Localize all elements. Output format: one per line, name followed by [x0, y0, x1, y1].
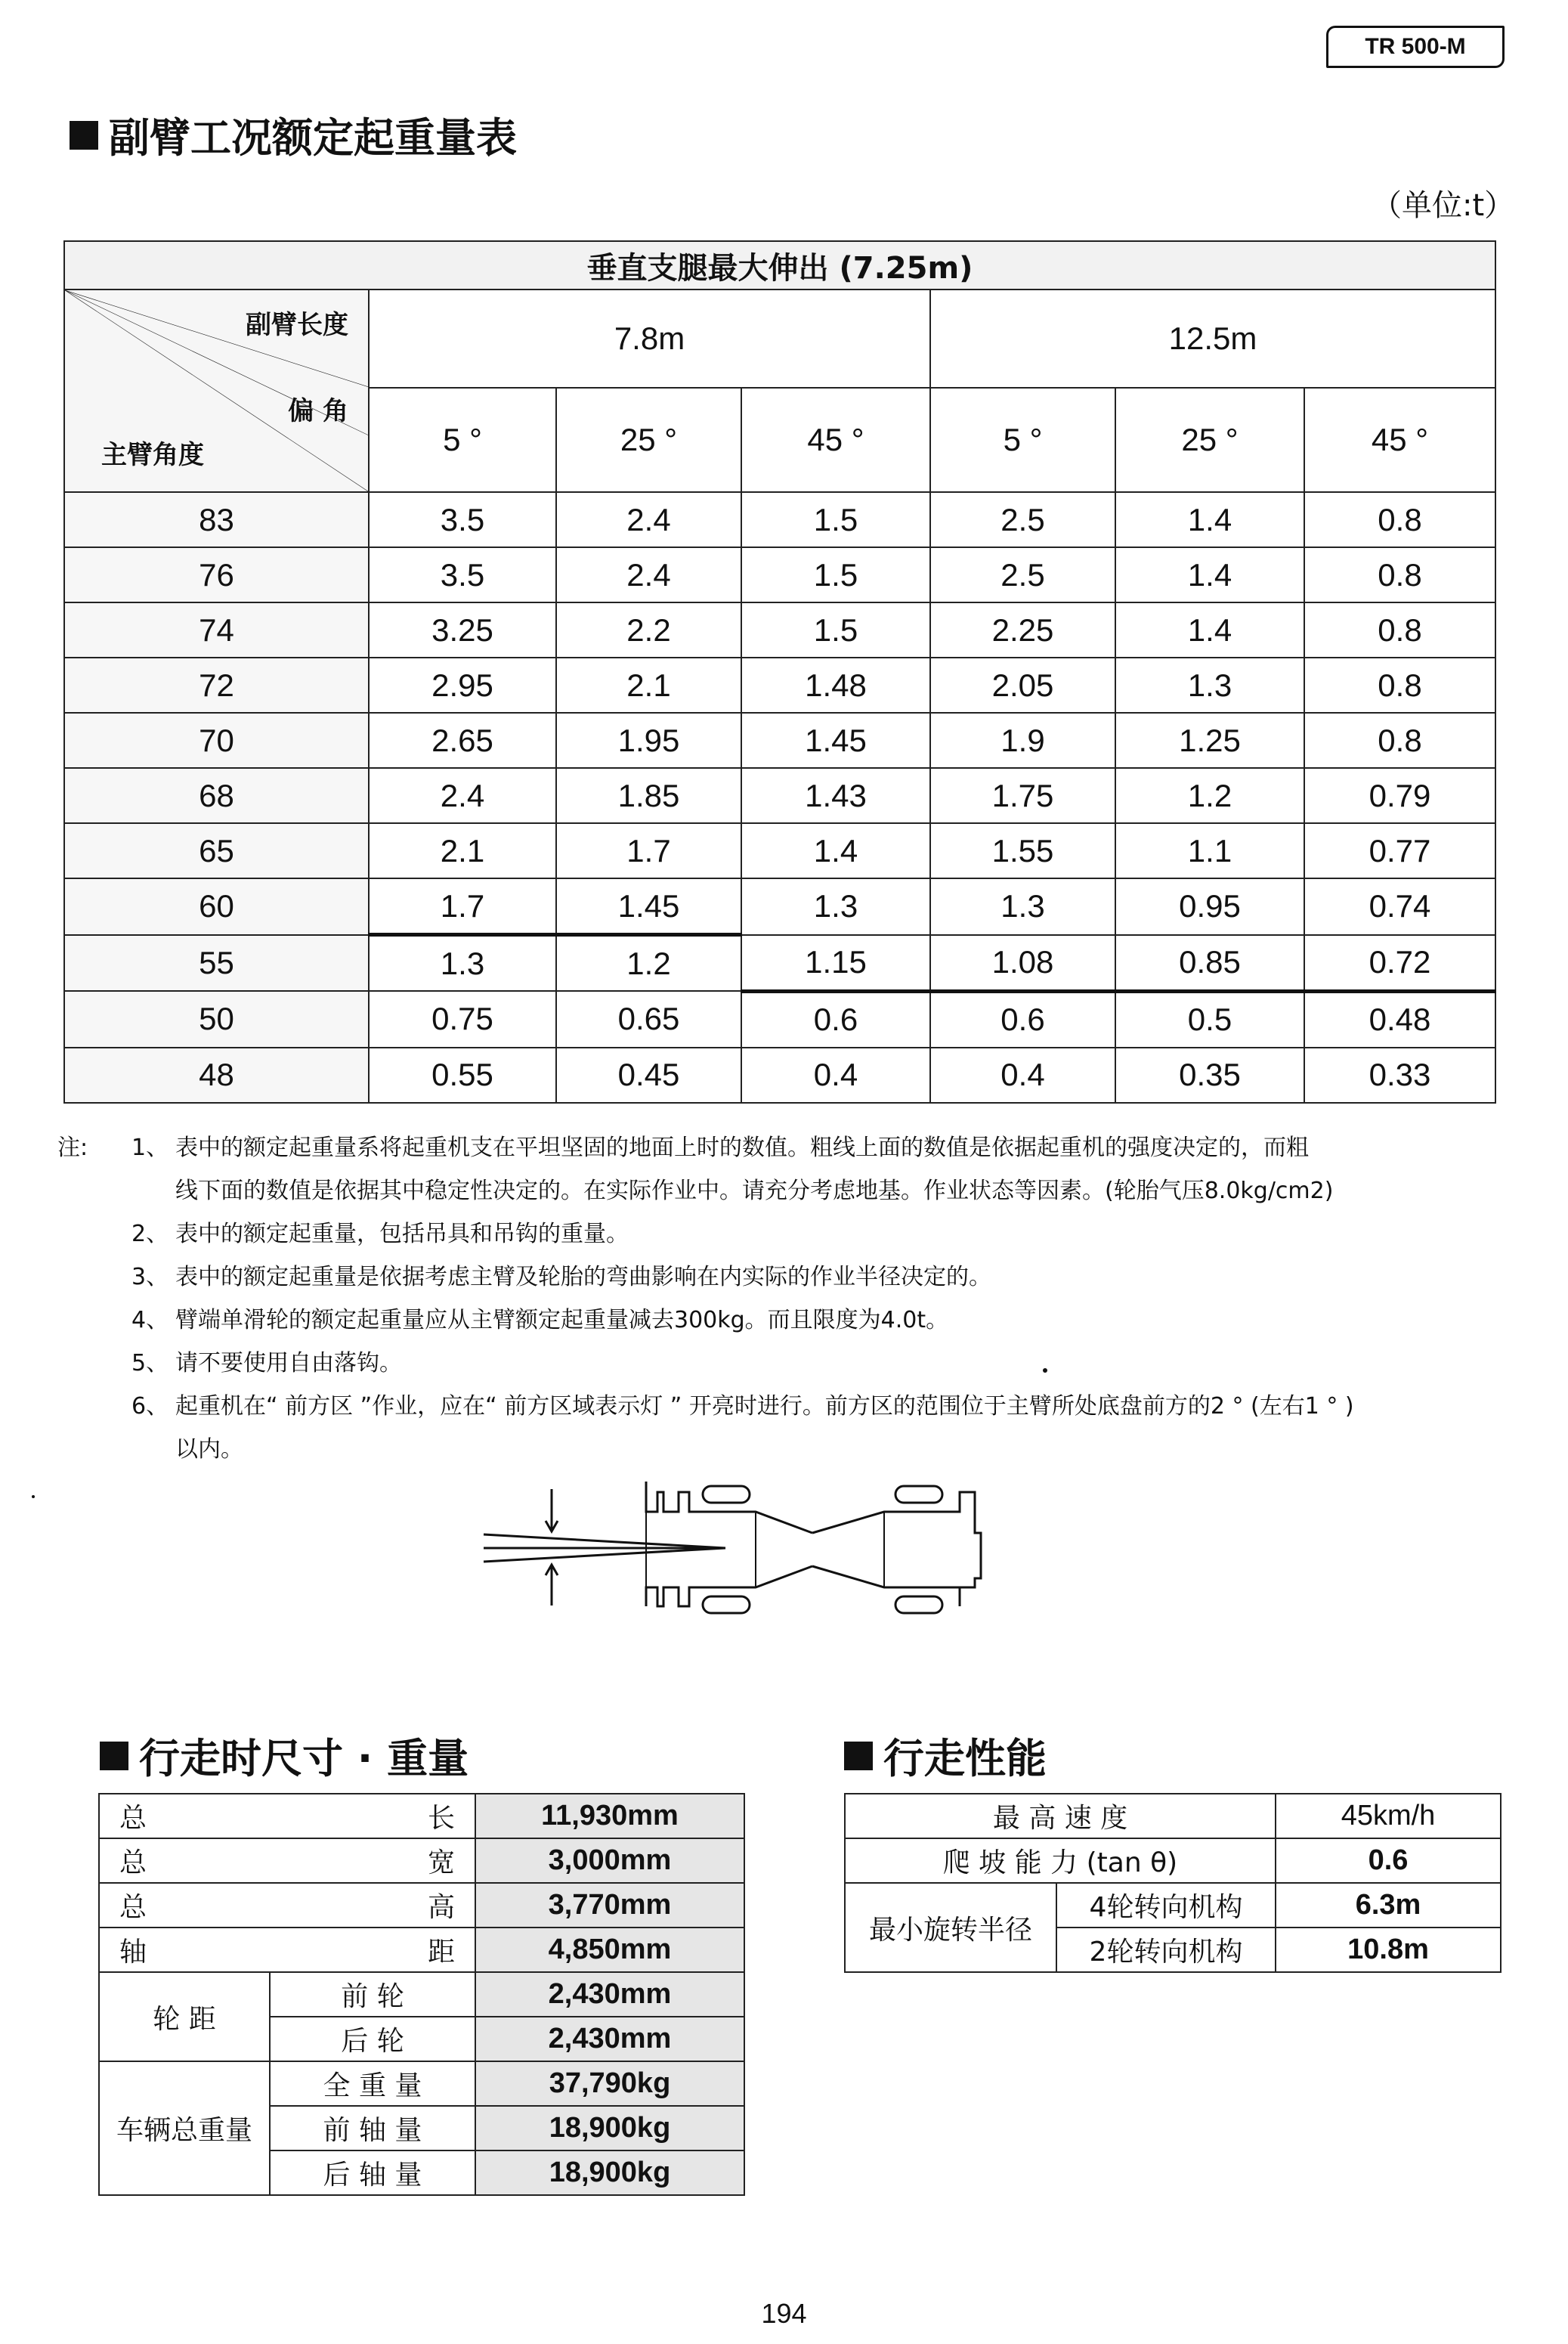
load-value-cell: 1.3: [741, 878, 930, 935]
load-value-cell: 1.5: [741, 492, 930, 547]
two-wheel-steer-value: 10.8m: [1276, 1928, 1501, 1972]
load-value-cell: 0.48: [1304, 991, 1495, 1048]
load-value-cell: 1.43: [741, 768, 930, 823]
dim-label-left: 总: [119, 1847, 147, 1878]
model-badge: TR 500-M: [1326, 26, 1505, 68]
section-square-icon: [70, 121, 98, 150]
load-value-cell: 1.45: [556, 878, 741, 935]
outrigger-header: 垂直支腿最大伸出 (7.25m): [64, 241, 1495, 290]
tread-front-label: 前 轮: [270, 1972, 475, 2017]
performance-section-title-text: 行走性能: [883, 1735, 1047, 1782]
performance-section-title: [844, 1726, 1047, 1785]
note-item: [57, 1126, 1354, 1169]
notes: [57, 1126, 1354, 1471]
boom-angle-cell: 65: [64, 823, 369, 878]
table-row: [64, 823, 1495, 878]
table-corner-header: [64, 290, 369, 492]
total-weight-label: 全 重 量: [270, 2061, 475, 2106]
table-row: [64, 935, 1495, 992]
overall-length-value: 11,930mm: [475, 1794, 744, 1838]
load-value-cell: 1.5: [741, 547, 930, 602]
load-value-cell: 1.7: [369, 878, 556, 935]
load-value-cell: 1.3: [369, 935, 556, 992]
front-axle-value: 18,900kg: [475, 2106, 744, 2150]
load-value-cell: 1.4: [741, 823, 930, 878]
load-value-cell: 0.33: [1304, 1048, 1495, 1103]
note-item: [57, 1385, 1354, 1428]
load-value-cell: 2.4: [556, 547, 741, 602]
dim-label: [99, 1838, 475, 1883]
tread-rear-label: 后 轮: [270, 2017, 475, 2061]
jib-load-table: [63, 240, 1496, 1104]
load-value-cell: 0.6: [930, 991, 1115, 1048]
jib-section-title-text: 副臂工况额定起重量表: [109, 114, 517, 162]
four-wheel-steer-value: 6.3m: [1276, 1883, 1501, 1928]
table-row: [64, 991, 1495, 1048]
dim-label-right: 宽: [427, 1847, 455, 1878]
load-value-cell: 0.8: [1304, 547, 1495, 602]
jib-length-12-5: 12.5m: [930, 290, 1495, 388]
note-text: 臂端单滑轮的额定起重量应从主臂额定起重量减去300kg。而且限度为4.0t。: [175, 1307, 949, 1333]
dim-label: [99, 1794, 475, 1838]
note-item: [57, 1212, 1354, 1256]
load-value-cell: 1.2: [1115, 768, 1304, 823]
notes-prefix: 注:: [57, 1135, 88, 1161]
note-text: 表中的额定起重量系将起重机支在平坦坚固的地面上时的数值。粗线上面的数值是依据起重机的强度决定的，而粗: [175, 1135, 1309, 1161]
load-value-cell: 1.9: [930, 713, 1115, 768]
load-value-cell: 3.25: [369, 602, 556, 658]
rear-axle-label: 后 轴 量: [270, 2150, 475, 2195]
offset-angle: 45 °: [741, 388, 930, 492]
table-row: [64, 658, 1495, 713]
weight-label: 车辆总重量: [99, 2061, 270, 2195]
dimensions-table: [98, 1793, 745, 2196]
load-value-cell: 1.4: [1115, 547, 1304, 602]
table-row: [64, 602, 1495, 658]
turning-radius-label: 最小旋转半径: [845, 1883, 1056, 1972]
table-row: [64, 547, 1495, 602]
note-number: 2、: [131, 1221, 169, 1247]
load-value-cell: 0.6: [741, 991, 930, 1048]
overall-width-value: 3,000mm: [475, 1838, 744, 1883]
load-value-cell: 2.95: [369, 658, 556, 713]
boom-angle-cell: 68: [64, 768, 369, 823]
load-value-cell: 1.7: [556, 823, 741, 878]
boom-angle-label: 主臂角度: [101, 440, 204, 470]
dim-label: [99, 1928, 475, 1972]
boom-angle-cell: 74: [64, 602, 369, 658]
boom-angle-cell: 50: [64, 991, 369, 1048]
load-value-cell: 0.79: [1304, 768, 1495, 823]
tread-rear-value: 2,430mm: [475, 2017, 744, 2061]
stray-dot: [1043, 1368, 1047, 1373]
offset-angle: 5 °: [369, 388, 556, 492]
section-square-icon: [100, 1742, 128, 1770]
load-value-cell: 0.65: [556, 991, 741, 1048]
load-value-cell: 0.8: [1304, 602, 1495, 658]
boom-angle-cell: 76: [64, 547, 369, 602]
page-number: 194: [761, 2298, 807, 2329]
load-value-cell: 1.95: [556, 713, 741, 768]
load-value-cell: 0.5: [1115, 991, 1304, 1048]
load-value-cell: 2.5: [930, 547, 1115, 602]
four-wheel-steer-label: 4轮转向机构: [1056, 1883, 1276, 1928]
boom-angle-cell: 48: [64, 1048, 369, 1103]
load-value-cell: 2.4: [556, 492, 741, 547]
load-value-cell: 0.72: [1304, 935, 1495, 992]
table-row: [64, 492, 1495, 547]
load-value-cell: 1.25: [1115, 713, 1304, 768]
dimensions-section-title: [100, 1726, 469, 1785]
load-value-cell: 1.45: [741, 713, 930, 768]
note-text: 起重机在“ 前方区 ”作业，应在“ 前方区域表示灯 ” 开亮时进行。前方区的范围位于主臂所处底盘前方的2 ° (左右1 ° ): [175, 1393, 1354, 1420]
table-row: [64, 878, 1495, 935]
load-rows: [64, 492, 1495, 1103]
jib-length-7-8: 7.8m: [369, 290, 930, 388]
rear-axle-value: 18,900kg: [475, 2150, 744, 2195]
load-value-cell: 1.15: [741, 935, 930, 992]
load-value-cell: 2.1: [369, 823, 556, 878]
load-value-cell: 1.3: [1115, 658, 1304, 713]
dim-label: [99, 1883, 475, 1928]
load-value-cell: 0.77: [1304, 823, 1495, 878]
offset-angle: 45 °: [1304, 388, 1495, 492]
dimensions-section-title-text: 行走时尺寸 · 重量: [139, 1735, 469, 1782]
table-row: [64, 768, 1495, 823]
table-row: [64, 713, 1495, 768]
load-value-cell: 1.2: [556, 935, 741, 992]
note-continuation: 以内。: [175, 1436, 243, 1463]
load-value-cell: 2.4: [369, 768, 556, 823]
boom-angle-cell: 70: [64, 713, 369, 768]
load-value-cell: 1.3: [930, 878, 1115, 935]
boom-angle-cell: 55: [64, 935, 369, 992]
dim-label-right: 长: [427, 1803, 455, 1834]
load-value-cell: 1.85: [556, 768, 741, 823]
offset-angle: 25 °: [1115, 388, 1304, 492]
load-value-cell: 3.5: [369, 547, 556, 602]
front-axle-label: 前 轴 量: [270, 2106, 475, 2150]
tread-label: 轮 距: [99, 1972, 270, 2061]
load-value-cell: 1.75: [930, 768, 1115, 823]
load-value-cell: 2.1: [556, 658, 741, 713]
boom-angle-cell: 72: [64, 658, 369, 713]
load-value-cell: 0.8: [1304, 713, 1495, 768]
load-value-cell: 1.5: [741, 602, 930, 658]
two-wheel-steer-label: 2轮转向机构: [1056, 1928, 1276, 1972]
note-continuation: 线下面的数值是依据其中稳定性决定的。在实际作业中。请充分考虑地基。作业状态等因素。(轮胎气压8.0kg/cm2): [175, 1178, 1334, 1204]
load-value-cell: 0.8: [1304, 658, 1495, 713]
note-item: [57, 1299, 1354, 1342]
load-value-cell: 3.5: [369, 492, 556, 547]
note-text: 表中的额定起重量是依据考虑主臂及轮胎的弯曲影响在内实际的作业半径决定的。: [175, 1264, 991, 1290]
note-text: 请不要使用自由落钩。: [175, 1350, 402, 1376]
stray-dot: [32, 1495, 35, 1498]
note-item: [57, 1256, 1354, 1299]
section-square-icon: [844, 1742, 873, 1770]
boom-angle-cell: 83: [64, 492, 369, 547]
load-value-cell: 0.74: [1304, 878, 1495, 935]
load-value-cell: 0.55: [369, 1048, 556, 1103]
load-value-cell: 2.05: [930, 658, 1115, 713]
offset-angle: 5 °: [930, 388, 1115, 492]
dim-label-left: 总: [119, 1892, 147, 1923]
front-zone-diagram: [476, 1466, 1005, 1618]
load-value-cell: 2.2: [556, 602, 741, 658]
note-text: 表中的额定起重量，包括吊具和吊钩的重量。: [175, 1221, 629, 1247]
note-number: 4、: [131, 1307, 169, 1333]
dim-label-left: 总: [119, 1803, 147, 1834]
offset-label: 偏 角: [288, 396, 348, 426]
load-value-cell: 0.4: [741, 1048, 930, 1103]
load-value-cell: 0.85: [1115, 935, 1304, 992]
note-number: 6、: [131, 1393, 169, 1420]
note-number: 5、: [131, 1350, 169, 1376]
dim-label-left: 轴: [119, 1937, 147, 1968]
tread-front-value: 2,430mm: [475, 1972, 744, 2017]
performance-table: [844, 1793, 1502, 1973]
load-value-cell: 1.48: [741, 658, 930, 713]
jib-section-title: [70, 106, 517, 164]
load-value-cell: 1.1: [1115, 823, 1304, 878]
overall-height-value: 3,770mm: [475, 1883, 744, 1928]
load-value-cell: 1.4: [1115, 492, 1304, 547]
gradeability-value: 0.6: [1276, 1838, 1501, 1883]
load-value-cell: 0.35: [1115, 1048, 1304, 1103]
note-number: 1、: [131, 1135, 169, 1161]
load-value-cell: 1.55: [930, 823, 1115, 878]
note-number: 3、: [131, 1264, 169, 1290]
table-row: [64, 1048, 1495, 1103]
gradeability-label: 爬 坡 能 力 (tan θ): [845, 1838, 1276, 1883]
note-item: [57, 1342, 1354, 1385]
dim-label-right: 高: [427, 1892, 455, 1923]
wheelbase-value: 4,850mm: [475, 1928, 744, 1972]
load-value-cell: 0.75: [369, 991, 556, 1048]
load-value-cell: 2.65: [369, 713, 556, 768]
max-speed-label: 最 高 速 度: [845, 1794, 1276, 1838]
offset-angle: 25 °: [556, 388, 741, 492]
max-speed-value: 45km/h: [1276, 1794, 1501, 1838]
boom-angle-cell: 60: [64, 878, 369, 935]
unit-label: （单位:t）: [1372, 188, 1515, 223]
load-value-cell: 0.4: [930, 1048, 1115, 1103]
load-value-cell: 0.8: [1304, 492, 1495, 547]
dim-label-right: 距: [427, 1937, 455, 1968]
load-value-cell: 1.08: [930, 935, 1115, 992]
load-value-cell: 2.25: [930, 602, 1115, 658]
jib-length-label: 副臂长度: [246, 310, 348, 340]
load-value-cell: 0.45: [556, 1048, 741, 1103]
load-value-cell: 1.4: [1115, 602, 1304, 658]
load-value-cell: 0.95: [1115, 878, 1304, 935]
total-weight-value: 37,790kg: [475, 2061, 744, 2106]
load-value-cell: 2.5: [930, 492, 1115, 547]
